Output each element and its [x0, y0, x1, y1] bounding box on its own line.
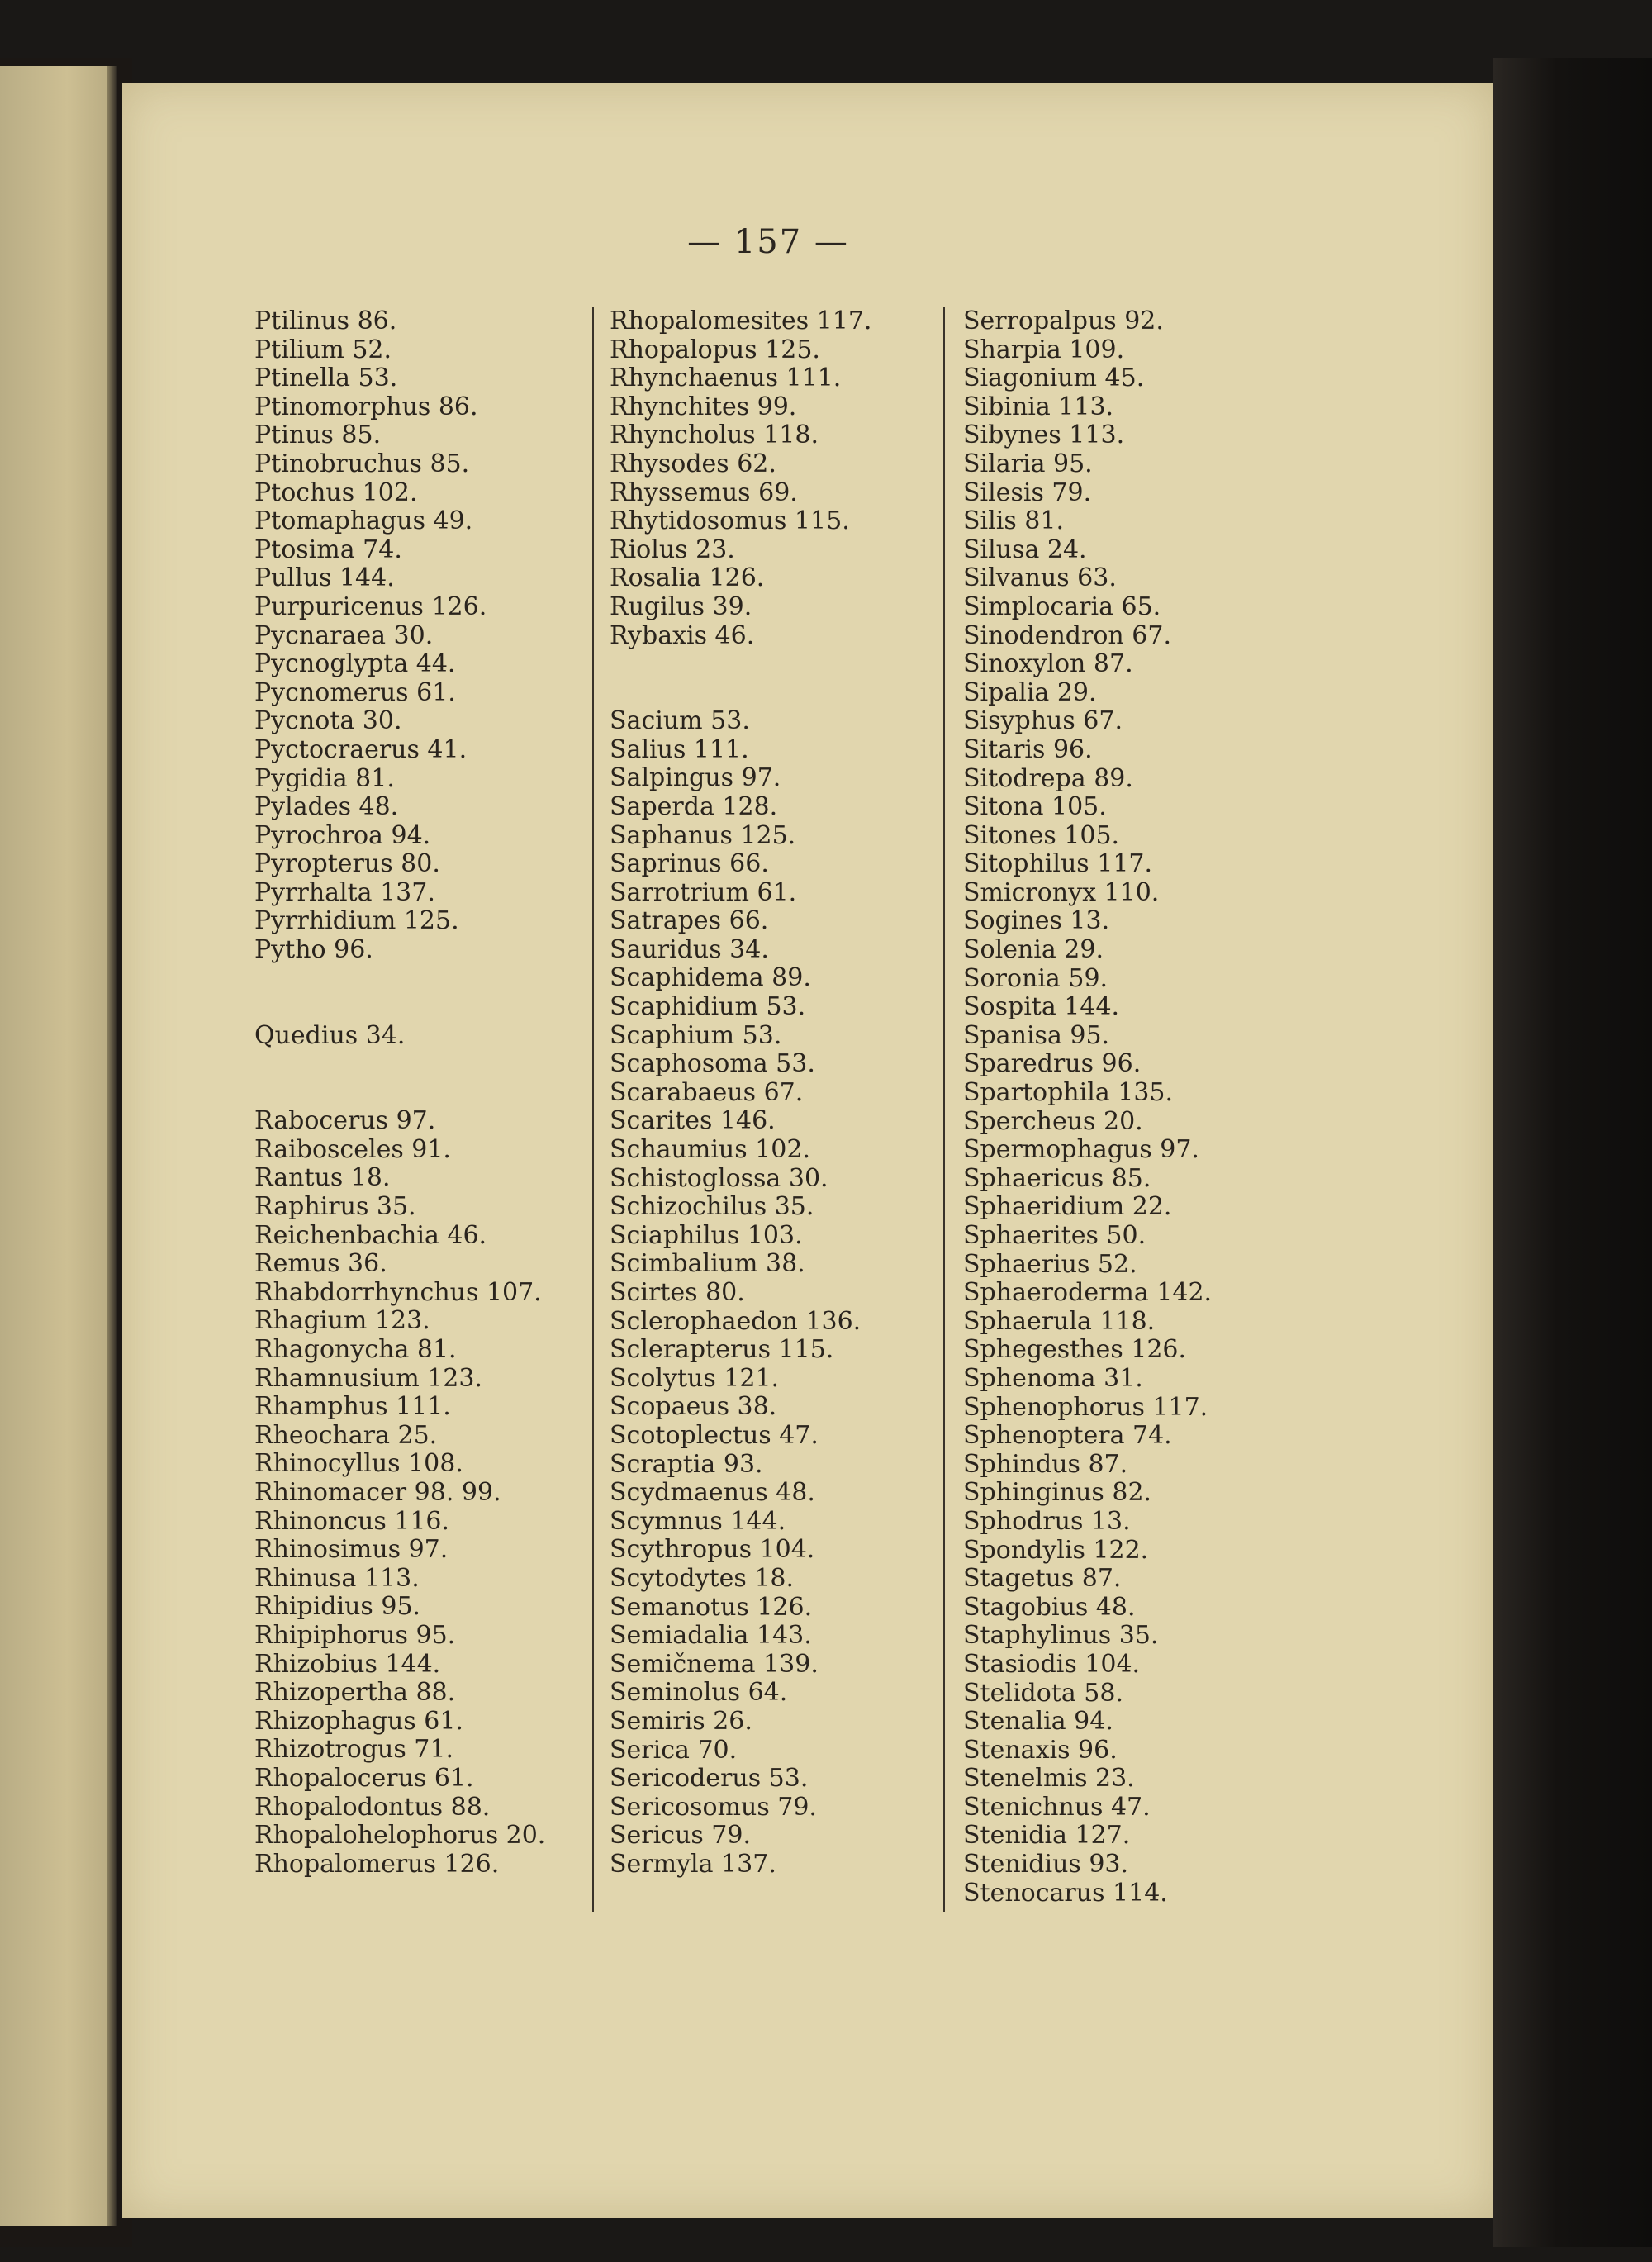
index-entry: Sphaericus 85. — [963, 1163, 1151, 1193]
index-entry: Semiadalia 143. — [610, 1621, 812, 1651]
index-entry: Salius 111. — [610, 734, 749, 764]
index-entry: Rhamnusium 123. — [254, 1363, 482, 1393]
index-entry: Spercheus 20. — [963, 1106, 1143, 1136]
index-entry: Pygidia 81. — [254, 763, 395, 793]
index-entry: Sericoderus 53. — [610, 1764, 809, 1794]
index-entry: Ptosima 74. — [254, 535, 402, 564]
left-page-edge — [0, 66, 112, 2226]
index-entry: Ptilium 52. — [254, 335, 392, 364]
index-entry: Stagetus 87. — [963, 1564, 1122, 1594]
index-entry: Sinodendron 67. — [963, 620, 1171, 650]
index-entry: Silaria 95. — [963, 449, 1093, 478]
index-entry: Semanotus 126. — [610, 1592, 813, 1622]
index-entry: Scarabaeus 67. — [610, 1077, 804, 1107]
index-entry: Rybaxis 46. — [610, 620, 755, 650]
index-entry: Rhagium 123. — [254, 1306, 430, 1336]
index-entry: Rhopalohelophorus 20. — [254, 1821, 546, 1851]
index-entry: Stagobius 48. — [963, 1592, 1136, 1622]
index-entry: Sericus 79. — [610, 1821, 752, 1851]
index-entry: Saphanus 125. — [610, 820, 796, 850]
index-entry: Salpingus 97. — [610, 763, 781, 793]
index-entry: Spermophagus 97. — [963, 1135, 1199, 1165]
index-entry: Ptinus 85. — [254, 421, 382, 450]
index-entry: Rhinoncus 116. — [254, 1506, 450, 1536]
index-entry: Serropalpus 92. — [963, 307, 1164, 335]
index-entry: Pyctocraerus 41. — [254, 734, 468, 764]
index-entry: Scimbalium 38. — [610, 1249, 805, 1279]
index-entry: Sericosomus 79. — [610, 1792, 817, 1822]
index-entry: Sphaerula 118. — [963, 1306, 1156, 1336]
index-entry: Sospita 144. — [963, 992, 1120, 1022]
index-entry: Rantus 18. — [254, 1163, 391, 1193]
index-entry: Sipalia 29. — [963, 677, 1097, 707]
index-entry: Soronia 59. — [963, 963, 1108, 993]
index-entry: Rhabdorrhynchus 107. — [254, 1277, 542, 1307]
index-entry: Scarites 146. — [610, 1106, 776, 1136]
index-entry: Rhynchites 99. — [610, 392, 797, 421]
index-entry: Rugilus 39. — [610, 592, 752, 621]
index-entry: Rabocerus 97. — [254, 1106, 436, 1136]
index-entry: Schaumius 102. — [610, 1135, 810, 1165]
index-entry: Siagonium 45. — [963, 364, 1145, 393]
index-entry: Silusa 24. — [963, 535, 1087, 564]
index-entry: Rhopalomesites 117. — [610, 307, 872, 335]
index-entry: Pycnota 30. — [254, 706, 402, 736]
index-entry: Scaphidema 89. — [610, 963, 811, 993]
index-entry: Ptilinus 86. — [254, 307, 397, 335]
index-entry: Scopaeus 38. — [610, 1392, 777, 1422]
index-entry: Scaphosoma 53. — [610, 1049, 815, 1079]
index-entry: Remus 36. — [254, 1249, 387, 1279]
index-entry: Seminolus 64. — [610, 1678, 788, 1708]
index-entry: Pullus 144. — [254, 563, 395, 593]
index-entry: Schistoglossa 30. — [610, 1163, 828, 1193]
index-entry: Sarrotrium 61. — [610, 877, 797, 907]
index-entry: Stenalia 94. — [963, 1707, 1113, 1737]
index-entry: Sciaphilus 103. — [610, 1220, 803, 1250]
index-entry: Pycnaraea 30. — [254, 620, 434, 650]
index-entry: Sphodrus 13. — [963, 1506, 1131, 1536]
index-entry: Pycnomerus 61. — [254, 677, 456, 707]
index-entry: Serica 70. — [610, 1735, 738, 1765]
index-entry: Rhinusa 113. — [254, 1563, 420, 1593]
index-entry: Pyrrhidium 125. — [254, 906, 459, 936]
index-entry: Spanisa 95. — [963, 1020, 1110, 1050]
index-entry: Pyropterus 80. — [254, 849, 440, 879]
index-entry: Rhizobius 144. — [254, 1649, 441, 1679]
index-entry: Scymnus 144. — [610, 1506, 786, 1536]
index-entry: Sitaris 96. — [963, 734, 1093, 764]
index-column-3 — [963, 307, 1310, 1908]
index-entry: Stenaxis 96. — [963, 1735, 1118, 1765]
column-divider-1 — [592, 307, 594, 1912]
index-entry: Pyrochroa 94. — [254, 820, 431, 850]
index-entry: Sphaerites 50. — [963, 1221, 1146, 1250]
index-entry: Rhopalocerus 61. — [254, 1763, 474, 1793]
index-entry: Sclerapterus 115. — [610, 1335, 834, 1365]
index-entry: Sphaeridium 22. — [963, 1192, 1172, 1222]
index-entry: Sinoxylon 87. — [963, 649, 1133, 679]
index-entry: Rhipiphorus 95. — [254, 1620, 456, 1650]
index-entry: Scaphium 53. — [610, 1020, 782, 1050]
index-entry: Ptinomorphus 86. — [254, 392, 478, 421]
index-entry: Sogines 13. — [963, 906, 1110, 936]
index-entry: Spondylis 122. — [963, 1535, 1149, 1565]
book-gutter — [107, 66, 117, 2226]
index-entry: Scaphidium 53. — [610, 992, 806, 1022]
index-entry: Staphylinus 35. — [963, 1621, 1159, 1651]
index-entry: Rhopalopus 125. — [610, 335, 820, 364]
index-entry: Rhytidosomus 115. — [610, 506, 850, 536]
index-entry: Purpuricenus 126. — [254, 592, 487, 621]
letter-section-gap — [254, 1050, 585, 1107]
index-entry: Stenidius 93. — [963, 1850, 1129, 1879]
index-entry: Ptinobruchus 85. — [254, 449, 470, 478]
right-book-cover — [1493, 58, 1652, 2247]
index-entry: Silvanus 63. — [963, 563, 1117, 593]
index-entry: Silis 81. — [963, 506, 1064, 536]
index-entry: Sphinginus 82. — [963, 1478, 1152, 1508]
index-entry: Sacium 53. — [610, 706, 750, 736]
index-entry: Scydmaenus 48. — [610, 1478, 815, 1508]
index-entry: Rhinosimus 97. — [254, 1535, 449, 1565]
index-entry: Scirtes 80. — [610, 1278, 745, 1307]
index-entry: Sphegesthes 126. — [963, 1335, 1187, 1365]
index-entry: Rhizopertha 88. — [254, 1678, 456, 1708]
index-entry: Sisyphus 67. — [963, 706, 1123, 736]
index-entry: Raibosceles 91. — [254, 1134, 451, 1164]
letter-section-gap — [610, 650, 940, 707]
index-entry: Scythropus 104. — [610, 1535, 815, 1565]
index-entry: Sermyla 137. — [610, 1849, 776, 1879]
column-divider-2 — [943, 307, 945, 1912]
index-entry: Sphaeroderma 142. — [963, 1278, 1213, 1308]
index-entry: Sphenoma 31. — [963, 1363, 1143, 1393]
index-entry: Rhagonycha 81. — [254, 1335, 457, 1364]
index-entry: Sitodrepa 89. — [963, 763, 1133, 793]
index-entry: Rhizophagus 61. — [254, 1706, 463, 1736]
index-entry: Sphindus 87. — [963, 1449, 1128, 1479]
index-entry: Riolus 23. — [610, 535, 735, 564]
index-entry: Solenia 29. — [963, 935, 1104, 965]
index-entry: Saprinus 66. — [610, 849, 769, 879]
index-entry: Rhopalomerus 126. — [254, 1849, 500, 1879]
index-entry: Stenidia 127. — [963, 1821, 1131, 1851]
index-entry: Sitones 105. — [963, 820, 1120, 850]
index-entry: Sibynes 113. — [963, 421, 1125, 450]
index-entry: Pycnoglypta 44. — [254, 649, 456, 679]
index-entry: Stenichnus 47. — [963, 1792, 1151, 1822]
index-entry: Semičnema 139. — [610, 1649, 819, 1679]
index-entry: Pytho 96. — [254, 935, 373, 965]
index-entry: Sitophilus 117. — [963, 849, 1153, 879]
index-entry: Quedius 34. — [254, 1020, 406, 1050]
index-entry: Sclerophaedon 136. — [610, 1306, 862, 1336]
index-entry: Reichenbachia 46. — [254, 1220, 487, 1250]
index-entry: Scolytus 121. — [610, 1363, 780, 1393]
index-entry: Ptomaphagus 49. — [254, 506, 473, 536]
index-entry: Rhinomacer 98. 99. — [254, 1477, 501, 1507]
page-number: — 157 — — [687, 223, 849, 261]
index-entry: Rhizotrogus 71. — [254, 1735, 453, 1765]
index-entry: Stelidota 58. — [963, 1678, 1124, 1708]
index-entry: Rhysodes 62. — [610, 449, 776, 478]
index-entry: Sharpia 109. — [963, 335, 1125, 364]
index-entry: Scotoplectus 47. — [610, 1420, 819, 1450]
index-entry: Sparedrus 96. — [963, 1049, 1142, 1079]
index-entry: Sphaerius 52. — [963, 1249, 1137, 1279]
index-entry: Rhipidius 95. — [254, 1592, 421, 1622]
index-entry: Stenocarus 114. — [963, 1878, 1168, 1908]
index-entry: Raphirus 35. — [254, 1192, 416, 1222]
index-entry: Rosalia 126. — [610, 563, 765, 593]
index-column-1 — [254, 307, 585, 1879]
index-entry: Saperda 128. — [610, 791, 778, 821]
index-entry: Schizochilus 35. — [610, 1192, 814, 1222]
index-entry: Pyrrhalta 137. — [254, 877, 435, 907]
index-entry: Spartophila 135. — [963, 1078, 1174, 1108]
index-entry: Rhopalodontus 88. — [254, 1792, 491, 1822]
index-entry: Sphenoptera 74. — [963, 1421, 1172, 1451]
index-entry: Sauridus 34. — [610, 934, 769, 964]
index-entry: Stasiodis 104. — [963, 1649, 1141, 1679]
index-entry: Smicronyx 110. — [963, 877, 1160, 907]
index-entry: Rhinocyllus 108. — [254, 1449, 463, 1479]
index-entry: Silesis 79. — [963, 478, 1092, 507]
index-entry: Ptochus 102. — [254, 478, 418, 507]
index-entry: Simplocaria 65. — [963, 592, 1161, 621]
index-entry: Scytodytes 18. — [610, 1563, 795, 1593]
index-entry: Ptinella 53. — [254, 364, 398, 393]
index-entry: Rhyssemus 69. — [610, 478, 798, 507]
letter-section-gap — [254, 965, 585, 1022]
index-entry: Sibinia 113. — [963, 392, 1114, 421]
index-entry: Rhamphus 111. — [254, 1392, 451, 1422]
index-column-2 — [610, 307, 940, 1879]
index-entry: Semiris 26. — [610, 1706, 752, 1736]
index-entry: Rhyncholus 118. — [610, 421, 819, 450]
index-entry: Rheochara 25. — [254, 1420, 438, 1450]
index-entry: Sphenophorus 117. — [963, 1392, 1208, 1422]
index-entry: Scraptia 93. — [610, 1449, 763, 1479]
index-entry: Stenelmis 23. — [963, 1764, 1135, 1794]
index-entry: Pylades 48. — [254, 792, 399, 822]
index-entry: Satrapes 66. — [610, 906, 769, 936]
index-entry: Rhynchaenus 111. — [610, 364, 842, 393]
index-entry: Sitona 105. — [963, 792, 1107, 822]
